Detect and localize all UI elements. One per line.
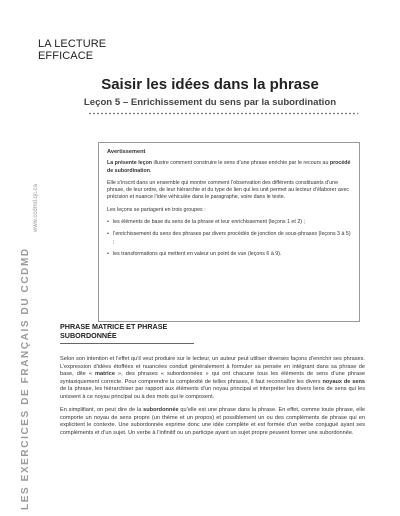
series-title [38,38,106,62]
notice-text-2: . [149,167,152,174]
dotted-divider [88,112,358,115]
para2-bold-subordonnee: subordonnée [143,407,179,413]
sidebar [0,140,42,510]
para2-text-a: En simplifiant, on peut dire de la [60,407,144,413]
list-item: • les éléments de base du sens de la phrase et leur enrichissement (leçons 1 et 2) ; [107,219,351,226]
site-url-vertical: www.ccdmd.qc.ca [33,183,39,232]
series-line-1: LA LECTURE [38,38,107,50]
para1-bold-matrice: matrice [95,371,115,377]
para2-text-c: qu’elle est une phrase dans la phrase. En effet, comme toute phrase, elle comporte un noyau de sens propre (un thème et un propos) et possiblement un ou des compléments de phrase qui en explicitent le contexte. Une subordonnée exprime donc une idée complète et est formée d’un verbe conjugué ayant ses compléments et d’un sujet. Un verbe à l’infinitif ou un participe ayant un sujet propre peuvent former une subordonnée. [60,407,365,436]
notice-text-1: illustre comment construire le sens d’une phrase enrichie par le recours au [152,160,330,167]
para1-text-c: », des phrases « subordonnées » qui ont chacune tous les éléments de sens d’une phrase syntaxiquement correcte. Pour comprendre la complexité de telles phrases, il faut reconnaître les divers [60,371,365,385]
notice-paragraph-2: Elle s’inscrit dans un ensemble qui montre comment l’observation des différents constituants d’une phrase, de leur ordre, de leur hiérarchie et du type de lien qui les unit permet au lecteur d’élaborer avec précision et nuance l’idée véhiculée dans le paragraphe, voire dans le texte. [107,179,350,201]
notice-bold-2: procédé de subordination [107,160,351,174]
para1-text-a: Selon son intention et l’effet qu’il veut produire sur le lecteur, un auteur peut utiliser diverses façons d’enrichir ses phrases. L’expression d’idées étoffées et nuancées conduit généralement à formuler sa pensée en intégrant dans sa phrase de base, dite « [60,356,365,377]
para1-text-d: de la phrase, les hiérarchiser par rapport aux éléments d’un noyau principal et interpréter les divers liens de sens qui les unissent à ce noyau principal ou à des mots qui le composent. [60,386,365,400]
section-paragraph-1 [60,356,365,401]
section-heading: PHRASE MATRICE ET PHRASE SUBORDONNÉE [60,322,194,344]
list-item: • les transformations qui mettent en valeur un point de vue (leçons 6 à 9). [107,251,351,258]
section-phrase-matrice [60,322,365,443]
notice-paragraph-1 [107,160,351,175]
para1-bold-noyaux: noyaux de sens [322,378,365,385]
page-title: Saisir les idées dans la phrase [101,76,319,93]
notice-box [98,142,360,322]
list-item: • l’enrichissement du sens des phrases par divers procédés de jonction de sous-phrases (leçons 3 à 5) ; [107,231,351,246]
section-paragraph-2 [60,407,365,437]
series-line-2: EFFICACE [38,50,94,62]
notice-paragraph-3: Les leçons se partagent en trois groupes : [107,206,206,213]
collection-title-vertical: LES EXERCICES DE FRANÇAIS DU CCDMD [20,247,31,510]
notice-heading: Avertissement [107,149,146,155]
notice-bold-1: La présente leçon [107,160,153,167]
lesson-subtitle: Leçon 5 – Enrichissement du sens par la subordination [83,97,337,108]
notice-list [107,219,351,258]
